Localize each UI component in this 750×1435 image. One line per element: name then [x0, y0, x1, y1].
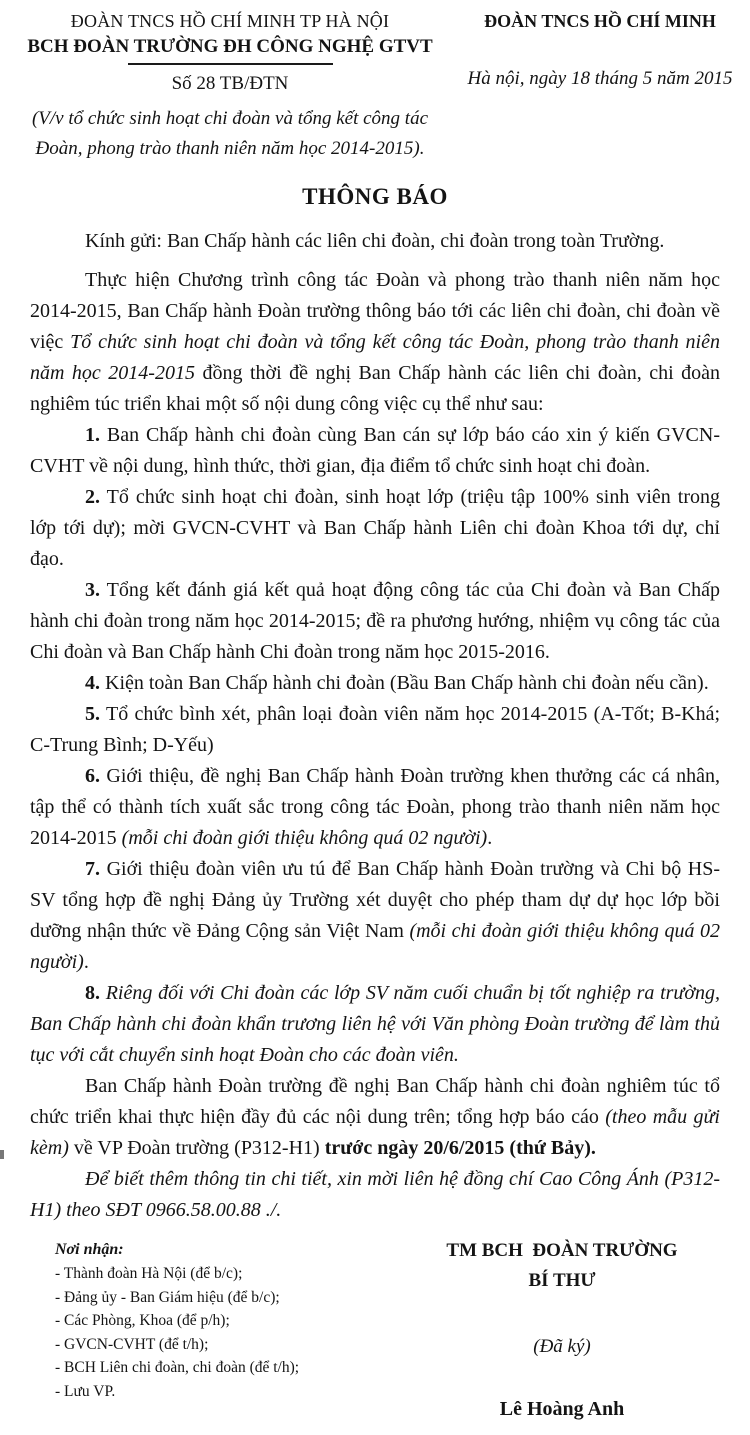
recipient-item: - Lưu VP.: [55, 1382, 116, 1400]
document-footer: [0, 1238, 750, 1421]
signature-role: BÍ THƯ: [528, 1270, 596, 1291]
recipients-list: [55, 1262, 405, 1403]
scan-artifact: [0, 1150, 4, 1159]
recipient-item: - Đảng ủy - Ban Giám hiệu (để b/c);: [55, 1288, 280, 1306]
body-paragraph: 5. Tổ chức bình xét, phân loại đoàn viên năm học 2014-2015 (A-Tốt; B-Khá; C-Trung Bình; D-Yếu): [30, 703, 720, 756]
place-and-date: Hà nội, ngày 18 tháng 5 năm 2015: [467, 68, 733, 89]
body-paragraph: 3. Tổng kết đánh giá kết quả hoạt động công tác của Chi đoàn và Ban Chấp hành chi đoàn trong năm học 2014-2015; đề ra phương hướng, nhiệm vụ công tác của Chi đoàn và Ban Chấp hành Chi đoàn trong năm học 2015-2016.: [30, 579, 720, 663]
body-paragraph: 1. Ban Chấp hành chi đoàn cùng Ban cán sự lớp báo cáo xin ý kiến GVCN-CVHT về nội dung, hình thức, thời gian, địa điểm tổ chức sinh hoạt chi đoàn.: [30, 424, 720, 477]
recipient-item: - BCH Liên chi đoàn, chi đoàn (để t/h);: [55, 1359, 300, 1376]
document-body: [30, 265, 720, 1226]
signature-block: [407, 1238, 717, 1421]
recipient-item: - GVCN-CVHT (để t/h);: [55, 1335, 209, 1353]
recipient-item: - Thành đoàn Hà Nội (để b/c);: [55, 1265, 243, 1282]
body-paragraph: Ban Chấp hành Đoàn trường đề nghị Ban Chấp hành chi đoàn nghiêm túc tổ chức triển khai thực hiện đầy đủ các nội dung trên; tổng hợp báo cáo (theo mẫu gửi kèm) về VP Đoàn trường (P312-H1) trước ngày 20/6/2015 (thứ Bảy).: [30, 1075, 720, 1159]
signed-note: (Đã ký): [533, 1336, 591, 1357]
document-header: [0, 0, 750, 164]
salutation-line: Kính gửi: Ban Chấp hành các liên chi đoàn, chi đoàn trong toàn Trường.: [85, 230, 665, 252]
signature-authority: TM BCH ĐOÀN TRƯỜNG: [446, 1240, 678, 1261]
body-paragraph: Để biết thêm thông tin chi tiết, xin mời liên hệ đồng chí Cao Công Ánh (P312-H1) theo SĐT 0966.58.00.88 ./.: [30, 1168, 720, 1221]
recipients-block: [55, 1238, 405, 1421]
body-paragraph: 6. Giới thiệu, đề nghị Ban Chấp hành Đoàn trường khen thưởng các cá nhân, tập thể có thành tích xuất sắc trong công tác Đoàn, phong trào thanh niên năm học 2014-2015 (mỗi chi đoàn giới thiệu không quá 02 người).: [30, 765, 720, 849]
org-underline: [128, 63, 333, 65]
body-paragraph: 8. Riêng đối với Chi đoàn các lớp SV năm cuối chuẩn bị tốt nghiệp ra trường, Ban Chấp hành chi đoàn khẩn trương liên hệ với Văn phòng Đoàn trường để làm thủ tục với cắt chuyển sinh hoạt Đoàn cho các đoàn viên.: [30, 982, 720, 1066]
recipient-item: - Các Phòng, Khoa (để p/h);: [55, 1312, 230, 1329]
recipients-label: Nơi nhận:: [55, 1241, 124, 1258]
signer-name: Lê Hoàng Anh: [499, 1398, 625, 1420]
body-paragraph: 7. Giới thiệu đoàn viên ưu tú để Ban Chấp hành Đoàn trường và Chi bộ HS-SV tổng hợp đề nghị Đảng ủy Trường xét duyệt cho phép tham dự dự học lớp bồi dưỡng nhận thức về Đảng Cộng sản Việt Nam (mỗi chi đoàn giới thiệu không quá 02 người).: [30, 858, 721, 973]
issuing-org-name: BCH ĐOÀN TRƯỜNG ĐH CÔNG NGHỆ GTVT: [27, 36, 433, 57]
issuing-org-block: [0, 8, 455, 164]
document-subject: (V/v tổ chức sinh hoạt chi đoàn và tổng kết công tác Đoàn, phong trào thanh niên năm học 2014-2015).: [31, 108, 429, 159]
body-paragraph: 4. Kiện toàn Ban Chấp hành chi đoàn (Bầu Ban Chấp hành chi đoàn nếu cần).: [85, 672, 709, 694]
body-paragraph: Thực hiện Chương trình công tác Đoàn và phong trào thanh niên năm học 2014-2015, Ban Chấp hành Đoàn trường thông báo tới các liên chi đoàn, chi đoàn về việc Tổ chức sinh hoạt chi đoàn và tổng kết công tác Đoàn, phong trào thanh niên năm học 2014-2015 đồng thời đề nghị Ban Chấp hành các liên chi đoàn, chi đoàn nghiêm túc triển khai một số nội dung công việc cụ thể như sau:: [30, 269, 720, 415]
national-org-block: [455, 8, 745, 164]
parent-org-name: ĐOÀN TNCS HỒ CHÍ MINH TP HÀ NỘI: [70, 11, 390, 31]
body-paragraph: 2. Tổ chức sinh hoạt chi đoàn, sinh hoạt lớp (triệu tập 100% sinh viên trong lớp tới dự); mời GVCN-CVHT và Ban Chấp hành Liên chi đoàn Khoa tới dự, chỉ đạo.: [30, 486, 720, 570]
document-number: Số 28 TB/ĐTN: [171, 73, 289, 94]
national-org-name: ĐOÀN TNCS HỒ CHÍ MINH: [484, 11, 716, 31]
document-title: THÔNG BÁO: [302, 184, 448, 209]
